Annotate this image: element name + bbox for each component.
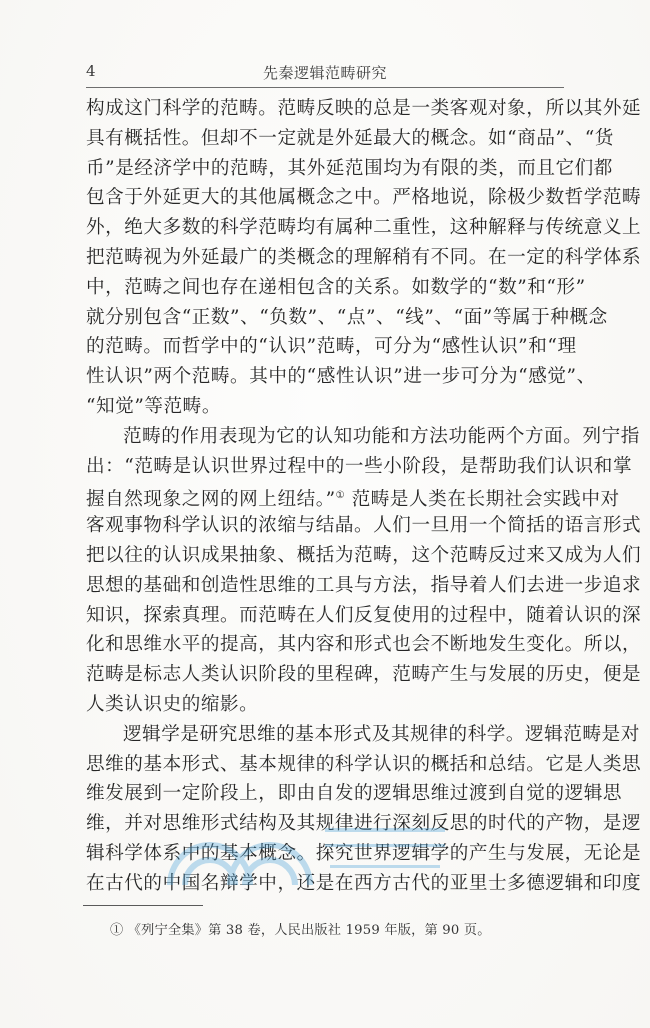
text-line: 客观事物科学认识的浓缩与结晶。人们一旦用一个简括的语言形式 — [86, 515, 642, 537]
text-line: 维发展到一定阶段上，即由自发的逻辑思维过渡到自觉的逻辑思 — [86, 783, 623, 805]
footnote-marker: ① — [110, 923, 124, 938]
quote-end: 握自然现象之网的网上纽结。” — [86, 489, 336, 511]
paragraph-1 — [86, 94, 642, 422]
running-title: 先秦逻辑范畴研究 — [262, 64, 387, 82]
header-rule — [86, 87, 564, 88]
text-line: 思想的基础和创造性思维的工具与方法，指导着人们去进一步追求 — [86, 574, 642, 596]
text-line: 的范畴。而哲学中的“认识”范畴，可分为“感性认识”和“理 — [86, 336, 577, 358]
text-line: “知觉”等范畴。 — [86, 395, 221, 417]
page-number: 4 — [86, 62, 96, 80]
text-line: 把以往的认识成果抽象、概括为范畴，这个范畴反过来又成为人们 — [86, 544, 642, 566]
text-line-with-footnote — [86, 481, 620, 511]
text-line: 具有概括性。但却不一定就是外延最大的概念。如“商品”、“货 — [86, 127, 614, 149]
text-line: 辑科学体系中的基本概念。探究世界逻辑学的产生与发展，无论是 — [86, 842, 642, 864]
text-line: 构成这门科学的范畴。范畴反映的总是一类客观对象，所以其外延 — [86, 98, 642, 119]
text-line: 币”是经济学中的范畴，其外延范围均为有限的类，而且它们都 — [86, 157, 613, 179]
footnote-rule — [83, 905, 203, 906]
text-line: 范畴的作用表现为它的认知功能和方法功能两个方面。列宁指 — [123, 425, 640, 447]
text-line: 出：“范畴是认识世界过程中的一些小阶段，是帮助我们认识和掌 — [86, 455, 633, 477]
text-line: 维，并对思维形式结构及其规律进行深刻反思的时代的产物，是逻 — [86, 813, 642, 835]
text-line: 思维的基本形式、基本规律的科学认识的概括和总结。它是人类思 — [86, 753, 642, 775]
text-line: 知识，探索真理。而范畴在人们反复使用的过程中，随着认识的深 — [86, 604, 642, 626]
text-line: 包含于外延更大的其他属概念之中。严格地说，除极少数哲学范畴 — [86, 187, 642, 209]
footnote-ref[interactable]: ① — [335, 490, 346, 502]
text-line: 外，绝大多数的科学范畴均有属种二重性，这种解释与传统意义上 — [86, 217, 642, 239]
text-line: 化和思维水平的提高，其内容和形式也会不断地发生变化。所以， — [86, 634, 642, 656]
text-line: 逻辑学是研究思维的基本形式及其规律的科学。逻辑范畴是对 — [123, 723, 640, 745]
text-line: 范畴是标志人类认识阶段的里程碑，范畴产生与发展的历史，便是 — [86, 664, 642, 686]
text-line: 在古代的中国名辩学中，还是在西方古代的亚里士多德逻辑和印度 — [86, 872, 642, 894]
text-line: 把范畴视为外延最广的类概念的理解稍有不同。在一定的科学体系 — [86, 246, 642, 268]
text-line: 人类认识史的缩影。 — [86, 693, 259, 715]
text-line: 性认识”两个范畴。其中的“感性认识”进一步可分为“感觉”、 — [86, 366, 596, 388]
paragraph-2 — [86, 422, 642, 720]
text-line: 就分别包含“正数”、“负数”、“点”、“线”、“面”等属于种概念 — [86, 306, 608, 328]
footnote-1 — [110, 919, 491, 938]
footnote-text: 《列宁全集》第 38 卷，人民出版社 1959 年版，第 90 页。 — [127, 923, 491, 938]
body-text — [86, 94, 642, 899]
text-line: 中，范畴之间也存在递相包含的关系。如数学的“数”和“形” — [86, 276, 586, 298]
quote-followup: 范畴是人类在长期社会实践中对 — [345, 489, 620, 511]
paragraph-3 — [86, 720, 642, 899]
page-header — [86, 62, 564, 84]
